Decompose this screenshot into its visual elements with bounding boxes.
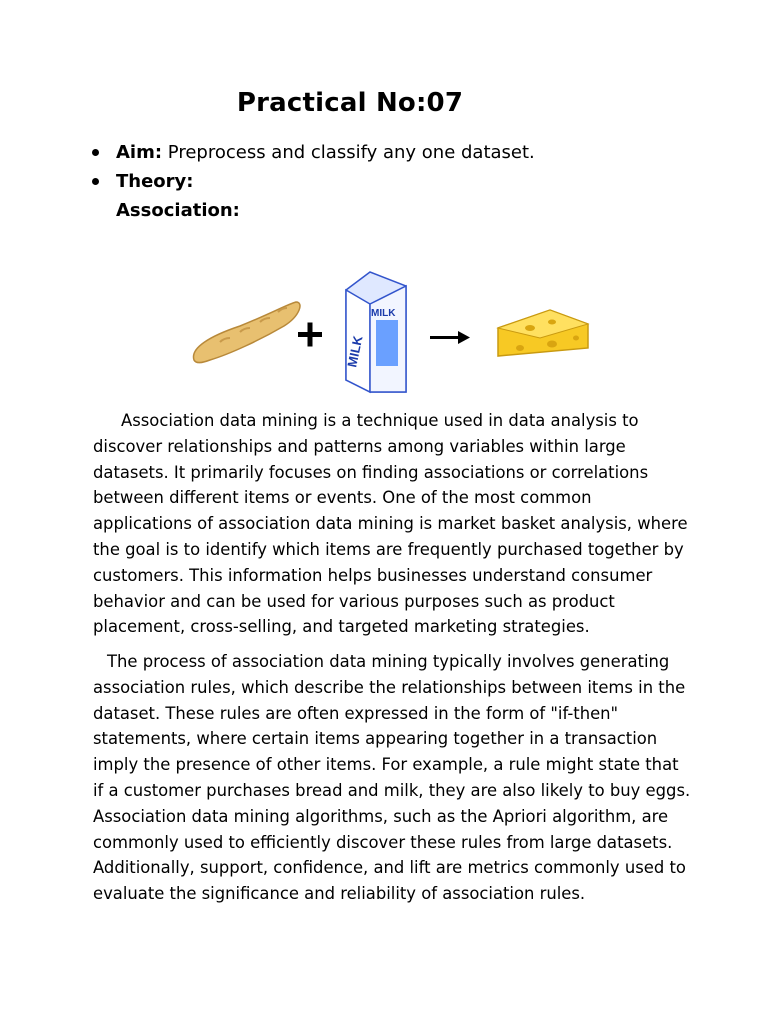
aim-label: Aim: bbox=[116, 142, 163, 163]
paragraph-association-rules: The process of association data mining typically involves generating association rules, which describe the relationships between items in the dataset. These rules are often expressed in the form of "if-then" statements, where certain items appearing together in a transaction imply the presence of other items. For example, a rule might state that if a customer purchases bread and milk, they are also likely to buy eggs. Association data mining algorithms, such as the Apriori algorithm, are commonly used to efficiently discover these rules from large datasets. Additionally, support, confidence, and lift are metrics commonly used to evaluate the significance and reliability of association rules. bbox=[93, 652, 691, 904]
association-figure bbox=[180, 252, 600, 402]
milk-label-side: MILK bbox=[371, 308, 396, 319]
aim-item bbox=[92, 138, 692, 167]
paragraph-association-intro: Association data mining is a technique used in data analysis to discover relationships and patterns among variables within large datasets. It primarily focuses on finding associations or correlations between different items or events. One of the most common applications of association data mining is market basket analysis, where the goal is to identify which items are frequently purchased together by customers. This information helps businesses understand consumer behavior and can be used for various purposes such as product placement, cross-selling, and targeted marketing strategies. bbox=[93, 411, 688, 637]
aim-text: Preprocess and classify any one dataset. bbox=[167, 142, 535, 163]
plus-icon bbox=[298, 323, 322, 347]
page-title: Practical No:07 bbox=[236, 88, 464, 118]
arrow-icon bbox=[430, 331, 470, 344]
bullet-list bbox=[92, 138, 692, 225]
milk-carton-icon bbox=[344, 272, 406, 392]
association-heading: Association: bbox=[116, 200, 240, 221]
association-item bbox=[92, 196, 692, 225]
milk-label-front: MILK bbox=[344, 334, 366, 369]
theory-item bbox=[92, 167, 692, 196]
bread-icon bbox=[193, 302, 300, 363]
cheese-icon bbox=[498, 310, 588, 356]
theory-label: Theory: bbox=[116, 171, 194, 192]
